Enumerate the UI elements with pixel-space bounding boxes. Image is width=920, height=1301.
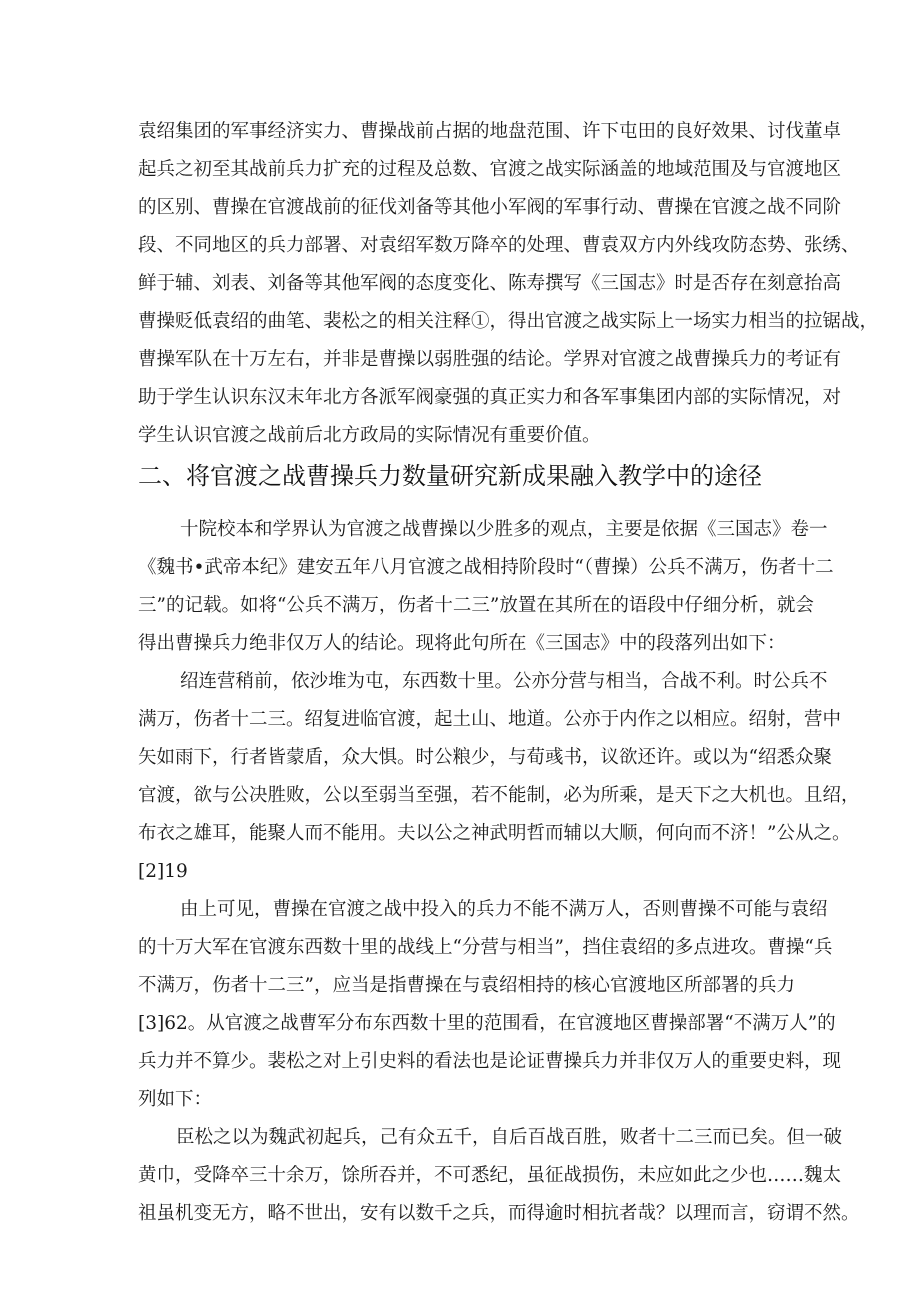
section-heading: 二、将官渡之战曹操兵力数量研究新成果融入教学中的途径 [138,462,762,490]
text-line: 起兵之初至其战前兵力扩充的过程及总数、官渡之战实际涵盖的地域范围及与官渡地区 [138,159,842,180]
quote-line: 黄巾，受降卒三十余万，馀所吞并，不可悉纪，虽征战损伤，未应如此之少也……魏太 [138,1165,842,1186]
text-line: 曹操贬低袁绍的曲笔、裴松之的相关注释①，得出官渡之战实际上一场实力相当的拉锯战， [138,311,879,332]
quote-line: 矢如雨下，行者皆蒙盾，众大惧。时公粮少，与荀彧书，议欲还许。或以为“绍悉众聚 [138,747,832,768]
text-line: 由上可见，曹操在官渡之战中投入的兵力不能不满万人，否则曹操不可能与袁绍 [180,899,828,920]
quote-line: 祖虽机变无方，略不世出，安有以数千之兵，而得逾时相抗者哉？以理而言，窃谓不然。 [138,1203,860,1224]
quote-line: 绍连营稍前，依沙堆为屯，东西数十里。公亦分营与相当，合战不利。时公兵不 [180,671,828,692]
text-line: 兵力并不算少。裴松之对上引史料的看法也是论证曹操兵力并非仅万人的重要史料，现 [138,1051,842,1072]
text-line: 鲜于辅、刘表、刘备等其他军阀的态度变化、陈寿撰写《三国志》时是否存在刻意抬高 [138,273,842,294]
citation: [2]19 [138,861,188,882]
text-line: 助于学生认识东汉末年北方各派军阀豪强的真正实力和各军事集团内部的实际情况，对 [138,387,842,408]
text-line: 学生认识官渡之战前后北方政局的实际情况有重要价值。 [138,425,601,446]
text-line: 的区别、曹操在官渡战前的征伐刘备等其他小军阀的军事行动、曹操在官渡之战不同阶 [138,197,842,218]
quote-line: 满万，伤者十二三。绍复进临官渡，起土山、地道。公亦于内作之以相应。绍射，营中 [138,709,842,730]
text-line: [3]62。从官渡之战曹军分布东西数十里的范围看，在官渡地区曹操部署“不满万人”的 [138,1013,836,1034]
text-line: 列如下： [138,1089,213,1110]
quote-line: 布衣之雄耳，能聚人而不能用。夫以公之神武明哲而辅以大顺，何向而不济！”公从之。 [138,823,851,844]
text-line: 的十万大军在官渡东西数十里的战线上“分营与相当”，挡住袁绍的多点进攻。曹操“兵 [138,937,833,958]
text-line: 三”的记载。如将“公兵不满万，伤者十二三”放置在其所在的语段中仔细分析，就会 [138,595,814,616]
quote-line: 臣松之以为魏武初起兵，己有众五千，自后百战百胜，败者十二三而已矣。但一破 [176,1127,843,1148]
text-line: 《魏书•武帝本纪》建安五年八月官渡之战相持阶段时“（曹操）公兵不满万，伤者十二 [138,557,834,578]
quote-line: 官渡，欲与公决胜败，公以至弱当至强，若不能制，必为所乘，是天下之大机也。且绍， [138,785,860,806]
text-line: 得出曹操兵力绝非仅万人的结论。现将此句所在《三国志》中的段落列出如下： [138,633,786,654]
text-line: 段、不同地区的兵力部署、对袁绍军数万降卒的处理、曹袁双方内外线攻防态势、张绣、 [138,235,860,256]
text-line: 袁绍集团的军事经济实力、曹操战前占据的地盘范围、许下屯田的良好效果、讨伐董卓 [138,121,842,142]
text-line: 不满万，伤者十二三”，应当是指曹操在与袁绍相持的核心官渡地区所部署的兵力 [138,975,795,996]
text-line: 曹操军队在十万左右，并非是曹操以弱胜强的结论。学界对官渡之战曹操兵力的考证有 [138,349,842,370]
text-line: 十院校本和学界认为官渡之战曹操以少胜多的观点，主要是依据《三国志》卷一 [180,519,828,540]
